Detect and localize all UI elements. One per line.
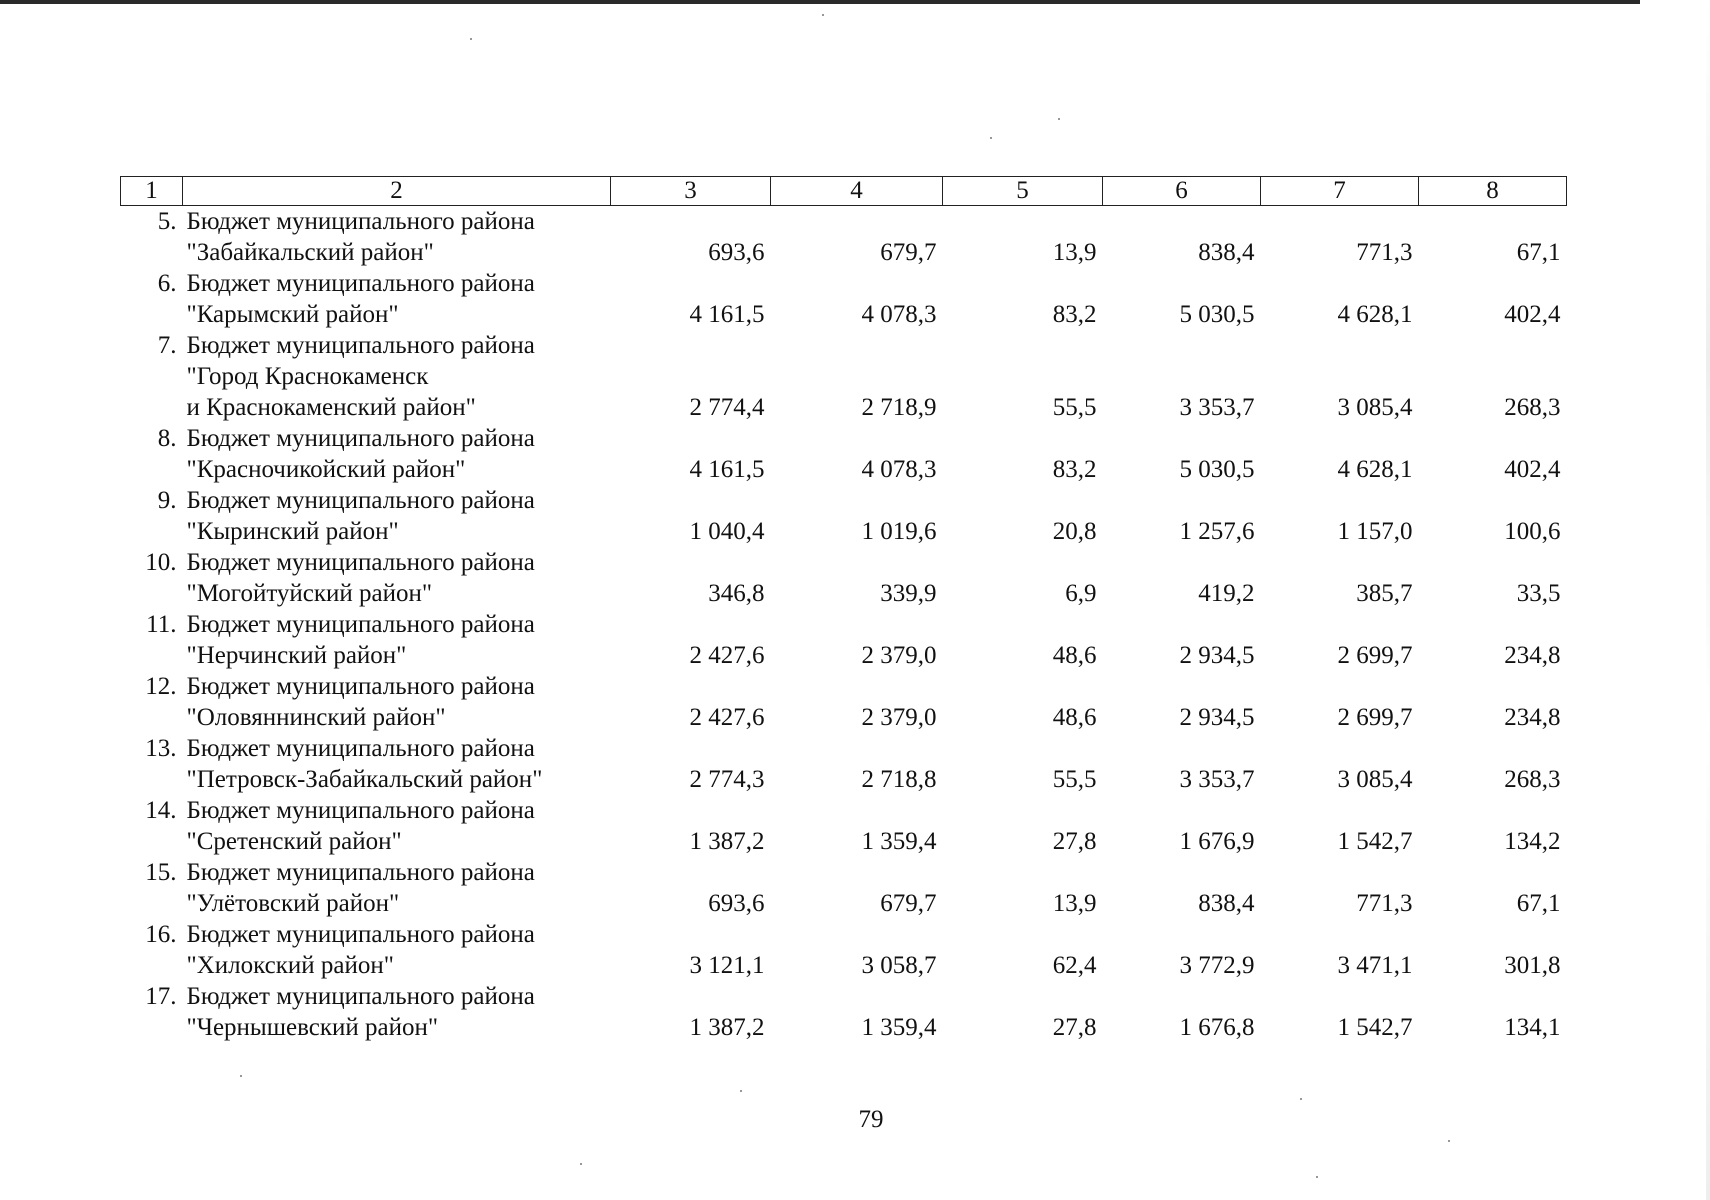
budget-name-line: "Хилокский район": [186, 952, 394, 979]
value-cell-col-8: 134,1: [1504, 1014, 1561, 1041]
budget-name-line: "Петровск-Забайкальский район": [186, 766, 543, 793]
budget-name-line: "Карымский район": [186, 301, 399, 328]
value-cell-col-4: 679,7: [880, 890, 937, 917]
table-row: [121, 671, 1567, 733]
scan-edge: [1706, 0, 1710, 1200]
row-index: 10.: [145, 549, 177, 576]
table-row: [121, 485, 1567, 547]
value-cell-col-8: 268,3: [1504, 394, 1561, 421]
budget-name-line: Бюджет муниципального района: [186, 983, 535, 1010]
table-header: [121, 177, 1567, 206]
budget-name-cell: [183, 857, 611, 919]
value-cell-col-8: 301,8: [1504, 952, 1561, 979]
value-cell-col-3: 1 040,4: [689, 518, 765, 545]
value-cell-col-6: 3 353,7: [1179, 766, 1255, 793]
column-header-1: 1: [121, 177, 183, 206]
row-index: 15.: [145, 859, 177, 886]
scan-speck: [470, 38, 472, 40]
value-cell-col-5: 48,6: [1052, 704, 1097, 731]
value-cell-col-8: 100,6: [1504, 518, 1561, 545]
value-cell-col-6: 1 676,8: [1179, 1014, 1255, 1041]
value-cell-col-3: 2 427,6: [689, 642, 765, 669]
row-index: 8.: [157, 425, 177, 452]
value-cell-col-6: 5 030,5: [1179, 301, 1255, 328]
value-cell-col-8: 234,8: [1504, 704, 1561, 731]
budget-name-line: Бюджет муниципального района: [186, 673, 535, 700]
budget-name-line: "Могойтуйский район": [186, 580, 433, 607]
budget-name-line: "Забайкальский район": [186, 239, 434, 266]
value-cell-col-3: 1 387,2: [689, 828, 765, 855]
row-index: 11.: [146, 611, 177, 638]
budget-name-line: "Сретенский район": [186, 828, 402, 855]
scan-speck: [580, 1163, 582, 1165]
value-cell-col-6: 2 934,5: [1179, 704, 1255, 731]
budget-name-line: "Город Краснокаменск: [186, 363, 429, 390]
table-row: [121, 547, 1567, 609]
value-cell-col-3: 2 774,4: [689, 394, 765, 421]
budget-name-line: "Чернышевский район": [186, 1014, 439, 1041]
scan-speck: [740, 1090, 742, 1092]
budget-name-line: Бюджет муниципального района: [186, 549, 535, 576]
budget-name-cell: [183, 733, 611, 795]
page-number: 79: [858, 1106, 884, 1133]
scan-speck: [1058, 118, 1060, 120]
scan-speck: [822, 14, 824, 16]
column-header-5: 5: [943, 177, 1103, 206]
value-cell-col-4: 2 718,8: [861, 766, 937, 793]
value-cell-col-3: 1 387,2: [689, 1014, 765, 1041]
row-index: 17.: [145, 983, 177, 1010]
value-cell-col-7: 2 699,7: [1337, 704, 1413, 731]
value-cell-col-8: 234,8: [1504, 642, 1561, 669]
value-cell-col-3: 4 161,5: [689, 301, 765, 328]
row-index: 12.: [145, 673, 177, 700]
value-cell-col-5: 55,5: [1052, 766, 1097, 793]
row-index: 7.: [157, 332, 177, 359]
budget-name-cell: [183, 671, 611, 733]
budget-name-line: "Нерчинский район": [186, 642, 407, 669]
value-cell-col-3: 693,6: [708, 890, 765, 917]
value-cell-col-8: 33,5: [1516, 580, 1561, 607]
budget-name-line: Бюджет муниципального района: [186, 208, 535, 235]
table-row: [121, 268, 1567, 330]
value-cell-col-5: 27,8: [1052, 828, 1097, 855]
table-row: [121, 733, 1567, 795]
table-body: [121, 206, 1567, 1044]
column-header-3: 3: [611, 177, 771, 206]
budget-name-cell: [183, 268, 611, 330]
value-cell-col-4: 1 359,4: [861, 1014, 937, 1041]
table-row: [121, 206, 1567, 269]
scan-border-line: [0, 0, 1640, 4]
value-cell-col-4: 2 718,9: [861, 394, 937, 421]
value-cell-col-6: 2 934,5: [1179, 642, 1255, 669]
budget-name-line: Бюджет муниципального района: [186, 611, 535, 638]
budget-name-line: Бюджет муниципального района: [186, 921, 535, 948]
value-cell-col-7: 2 699,7: [1337, 642, 1413, 669]
row-index: 9.: [157, 487, 177, 514]
budget-name-cell: [183, 547, 611, 609]
budget-name-cell: [183, 206, 611, 269]
row-index: 14.: [145, 797, 177, 824]
value-cell-col-6: 838,4: [1198, 890, 1255, 917]
table-row: [121, 330, 1567, 423]
value-cell-col-6: 1 676,9: [1179, 828, 1255, 855]
value-cell-col-8: 67,1: [1516, 239, 1561, 266]
value-cell-col-6: 1 257,6: [1179, 518, 1255, 545]
scan-speck: [240, 1075, 242, 1077]
value-cell-col-5: 6,9: [1065, 580, 1097, 607]
row-index: 6.: [157, 270, 177, 297]
value-cell-col-3: 2 774,3: [689, 766, 765, 793]
budget-name-cell: [183, 981, 611, 1043]
budget-name-line: "Красночикойский район": [186, 456, 466, 483]
value-cell-col-8: 134,2: [1504, 828, 1561, 855]
value-cell-col-6: 838,4: [1198, 239, 1255, 266]
value-cell-col-3: 2 427,6: [689, 704, 765, 731]
column-header-4: 4: [771, 177, 943, 206]
budget-name-line: и Краснокаменский район": [186, 394, 476, 421]
value-cell-col-4: 1 359,4: [861, 828, 937, 855]
budget-name-line: "Улётовский район": [186, 890, 400, 917]
budget-name-line: Бюджет муниципального района: [186, 797, 535, 824]
column-header-8: 8: [1419, 177, 1567, 206]
budget-name-cell: [183, 795, 611, 857]
table-row: [121, 795, 1567, 857]
value-cell-col-5: 13,9: [1052, 239, 1097, 266]
budget-name-line: Бюджет муниципального района: [186, 270, 535, 297]
budget-name-line: Бюджет муниципального района: [186, 735, 535, 762]
value-cell-col-4: 2 379,0: [861, 642, 937, 669]
value-cell-col-7: 3 085,4: [1337, 394, 1413, 421]
value-cell-col-7: 3 471,1: [1337, 952, 1413, 979]
value-cell-col-7: 385,7: [1356, 580, 1413, 607]
column-header-2: 2: [183, 177, 611, 206]
budget-name-line: Бюджет муниципального района: [186, 425, 535, 452]
header-row: [121, 177, 1567, 206]
value-cell-col-6: 5 030,5: [1179, 456, 1255, 483]
value-cell-col-4: 339,9: [880, 580, 937, 607]
budget-name-line: Бюджет муниципального района: [186, 487, 535, 514]
value-cell-col-7: 3 085,4: [1337, 766, 1413, 793]
value-cell-col-7: 1 542,7: [1337, 1014, 1413, 1041]
value-cell-col-8: 268,3: [1504, 766, 1561, 793]
value-cell-col-4: 3 058,7: [861, 952, 937, 979]
budget-name-line: "Оловяннинский район": [186, 704, 446, 731]
budget-name-line: Бюджет муниципального района: [186, 332, 535, 359]
value-cell-col-5: 20,8: [1052, 518, 1097, 545]
budget-name-cell: [183, 330, 611, 423]
value-cell-col-8: 402,4: [1504, 301, 1561, 328]
value-cell-col-7: 1 542,7: [1337, 828, 1413, 855]
row-index: 5.: [157, 208, 177, 235]
value-cell-col-6: 3 353,7: [1179, 394, 1255, 421]
value-cell-col-5: 55,5: [1052, 394, 1097, 421]
value-cell-col-5: 27,8: [1052, 1014, 1097, 1041]
scan-speck: [1448, 1140, 1450, 1142]
budget-name-line: Бюджет муниципального района: [186, 859, 535, 886]
value-cell-col-8: 402,4: [1504, 456, 1561, 483]
scan-speck: [1316, 1176, 1318, 1178]
column-header-6: 6: [1103, 177, 1261, 206]
budget-name-line: "Кыринский район": [186, 518, 399, 545]
table-row: [121, 919, 1567, 981]
value-cell-col-5: 62,4: [1052, 952, 1097, 979]
scan-speck: [1300, 1098, 1302, 1100]
budget-name-cell: [183, 919, 611, 981]
value-cell-col-7: 1 157,0: [1337, 518, 1413, 545]
value-cell-col-4: 4 078,3: [861, 456, 937, 483]
column-header-7: 7: [1261, 177, 1419, 206]
value-cell-col-3: 3 121,1: [689, 952, 765, 979]
value-cell-col-5: 83,2: [1052, 456, 1097, 483]
table-row: [121, 981, 1567, 1043]
table-row: [121, 609, 1567, 671]
value-cell-col-7: 4 628,1: [1337, 301, 1413, 328]
value-cell-col-7: 771,3: [1356, 239, 1413, 266]
value-cell-col-6: 3 772,9: [1179, 952, 1255, 979]
value-cell-col-6: 419,2: [1198, 580, 1255, 607]
table-row: [121, 423, 1567, 485]
value-cell-col-5: 48,6: [1052, 642, 1097, 669]
budget-name-cell: [183, 609, 611, 671]
value-cell-col-5: 13,9: [1052, 890, 1097, 917]
value-cell-col-4: 679,7: [880, 239, 937, 266]
value-cell-col-5: 83,2: [1052, 301, 1097, 328]
value-cell-col-4: 2 379,0: [861, 704, 937, 731]
row-index: 13.: [145, 735, 177, 762]
budget-table-container: [120, 176, 1566, 1043]
budget-name-cell: [183, 423, 611, 485]
value-cell-col-4: 1 019,6: [861, 518, 937, 545]
value-cell-col-7: 4 628,1: [1337, 456, 1413, 483]
value-cell-col-3: 4 161,5: [689, 456, 765, 483]
table-row: [121, 857, 1567, 919]
value-cell-col-8: 67,1: [1516, 890, 1561, 917]
value-cell-col-3: 346,8: [708, 580, 765, 607]
value-cell-col-3: 693,6: [708, 239, 765, 266]
row-index: 16.: [145, 921, 177, 948]
budget-name-cell: [183, 485, 611, 547]
scan-speck: [990, 137, 992, 139]
budget-table: [120, 176, 1567, 1043]
value-cell-col-7: 771,3: [1356, 890, 1413, 917]
value-cell-col-4: 4 078,3: [861, 301, 937, 328]
